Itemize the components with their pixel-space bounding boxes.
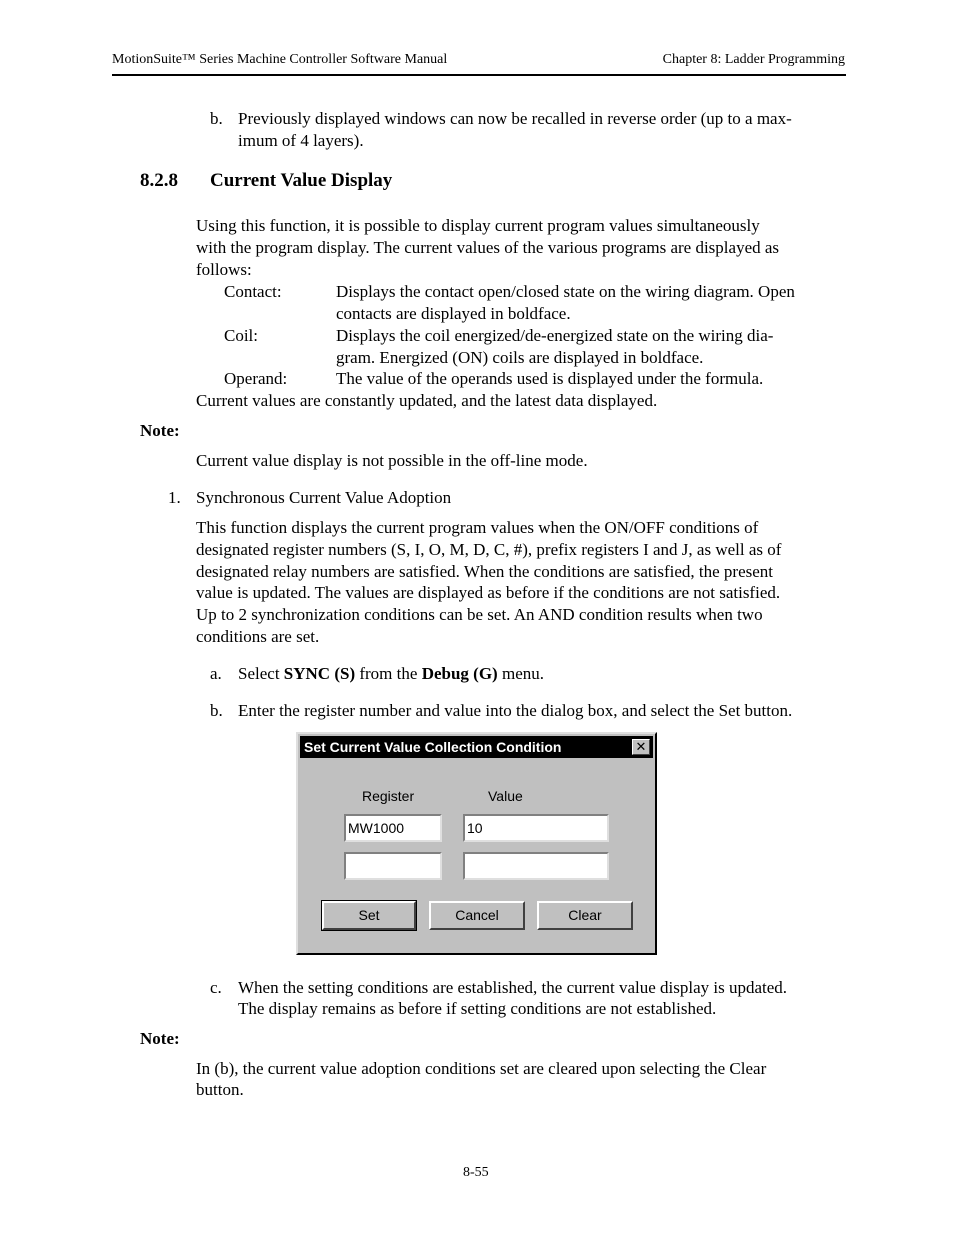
value-input-1[interactable]: 10 (463, 814, 609, 842)
note-text-2-line-2: button. (196, 1080, 244, 1099)
set-button[interactable]: Set (322, 901, 416, 930)
section-number: 8.2.8 (140, 170, 178, 191)
sub-c-line-2: The display remains as before if setting conditions are not established. (238, 999, 717, 1018)
intro-line-2: with the program display. The current values of the various programs are displayed as (196, 238, 780, 257)
note-text-1: Current value display is not possible in the off-line mode. (196, 451, 588, 470)
register-input-1[interactable]: MW1000 (344, 814, 442, 842)
step-1-line-2: designated register numbers (S, I, O, M, D, C, #), prefix registers I and J, as well as of (196, 540, 782, 559)
note-text-2-line-1: In (b), the current value adoption conditions set are cleared upon selecting the Clear (196, 1059, 767, 1078)
note-label-1: Note: (140, 421, 180, 440)
def-operand-line-1: The value of the operands used is displayed under the formula. (336, 369, 764, 388)
def-contact-line-2: contacts are displayed in boldface. (336, 304, 571, 323)
intro-line-1: Using this function, it is possible to display current program values simultaneously (196, 216, 760, 235)
def-coil-line-1: Displays the coil energized/de-energized state on the wiring dia- (336, 326, 774, 345)
step-1-line-1: This function displays the current program values when the ON/OFF conditions of (196, 518, 759, 537)
step-1-line-6: conditions are set. (196, 627, 320, 646)
item-b-line-1: Previously displayed windows can now be recalled in reverse order (up to a max- (238, 109, 792, 128)
running-header-chapter: Chapter 8: Ladder Programming (662, 52, 845, 67)
cancel-button[interactable]: Cancel (429, 901, 525, 930)
sub-b-marker: b. (210, 701, 223, 720)
step-1-line-3: designated relay numbers are satisfied. When the conditions are satisfied, the present (196, 562, 774, 581)
note-label-2: Note: (140, 1029, 180, 1048)
item-b-marker: b. (210, 109, 223, 128)
step-1-title: Synchronous Current Value Adoption (196, 488, 452, 507)
page-number: 8-55 (463, 1165, 489, 1180)
dialog-title: Set Current Value Collection Condition (304, 739, 562, 755)
sub-b-text: Enter the register number and value into the dialog box, and select the Set button. (238, 701, 793, 720)
sub-c-marker: c. (210, 978, 222, 997)
def-term-contact: Contact: (224, 282, 282, 301)
sub-c-line-1: When the setting conditions are established, the current value display is updated. (238, 978, 788, 997)
dialog-titlebar (300, 736, 653, 758)
register-input-2[interactable] (344, 852, 442, 880)
sub-a-t2: from the (355, 664, 422, 683)
sub-a-marker: a. (210, 664, 222, 683)
updated-line: Current values are constantly updated, and the latest data displayed. (196, 391, 658, 410)
header-rule (112, 74, 846, 76)
def-coil-line-2: gram. Energized (ON) coils are displayed in boldface. (336, 348, 704, 367)
intro-line-3: follows: (196, 260, 252, 279)
sub-a-t3: menu. (497, 664, 544, 683)
step-1-line-5: Up to 2 synchronization conditions can be set. An AND condition results when two (196, 605, 763, 624)
running-header-title: MotionSuite™ Series Machine Controller Software Manual (112, 52, 448, 67)
value-input-2[interactable] (463, 852, 609, 880)
register-label: Register (362, 788, 415, 804)
def-term-coil: Coil: (224, 326, 259, 345)
sub-a-t1: Select (238, 664, 284, 683)
sub-a-text (238, 663, 544, 685)
clear-button[interactable]: Clear (537, 901, 633, 930)
set-condition-dialog (296, 732, 657, 955)
def-contact-line-1: Displays the contact open/closed state on the wiring diagram. Open (336, 282, 795, 301)
close-icon[interactable]: ✕ (632, 739, 650, 755)
item-b-line-2: imum of 4 layers). (238, 131, 364, 150)
step-1-marker: 1. (168, 488, 181, 507)
sub-a-menu-item: SYNC (S) (283, 664, 356, 683)
sub-a-menu: Debug (G) (421, 664, 498, 683)
section-title: Current Value Display (210, 170, 393, 191)
step-1-line-4: value is updated. The values are displayed as before if the conditions are not satisfied. (196, 583, 781, 602)
value-label: Value (488, 788, 523, 804)
def-term-operand: Operand: (224, 369, 288, 388)
